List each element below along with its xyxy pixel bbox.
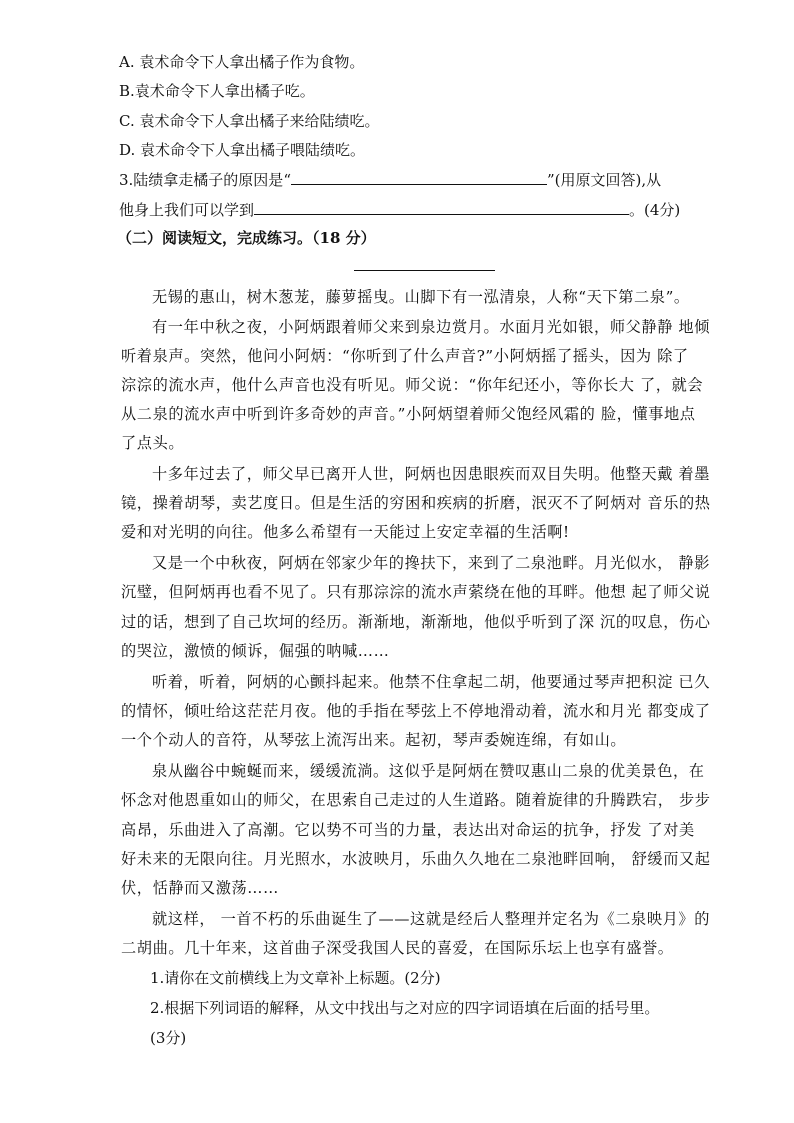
question-3-prefix: 3.陆绩拿走橘子的原因是“	[119, 171, 291, 189]
passage-line: 无锡的惠山，树木葱茏，藤萝摇曳。山脚下有一泓清泉，人称“天下第二泉”。	[152, 288, 690, 306]
passage-line: 泉从幽谷中蜿蜒而来，缓缓流淌。这似乎是阿炳在赞叹惠山二泉的优美景色，在	[152, 762, 705, 780]
question-3-line2	[119, 199, 680, 220]
title-blank[interactable]	[354, 270, 495, 271]
section-heading: （二）阅读短文，完成练习。（18 分）	[117, 229, 376, 247]
passage-line: 十多年过去了，师父早已离开人世，阿炳也因患眼疾而双目失明。他整天戴 着墨	[152, 465, 710, 483]
passage-line: 从二泉的流水声中听到许多奇妙的声音。”小阿炳望着师父饱经风霜的 脸，懂事地点	[121, 405, 696, 423]
passage-line: 淙淙的流水声，他什么声音也没有听见。师父说：“你年纪还小，等你长大 了，就会	[121, 376, 704, 394]
question-3-line1	[119, 169, 661, 190]
passage-line: 又是一个中秋夜，阿炳在邻家少年的搀扶下，来到了二泉池畔。月光似水， 静影	[152, 554, 710, 572]
question-2: 2.根据下列词语的解释，从文中找出与之对应的四字词语填在后面的括号里。	[150, 999, 660, 1017]
passage-line: 沉璧，但阿炳再也看不见了。只有那淙淙的流水声萦绕在他的耳畔。他想 起了师父说	[121, 583, 711, 601]
passage-line: 伏，恬静而又激荡……	[121, 879, 279, 897]
passage-line: 二胡曲。几十年来，这首曲子深受我国人民的喜爱，在国际乐坛上也享有盛誉。	[121, 939, 674, 957]
question-3-suffix: ”(用原文回答),从	[546, 171, 662, 189]
option-d: D. 袁术命令下人拿出橘子喂陆绩吃。	[119, 141, 366, 159]
option-a: A. 袁术命令下人拿出橘子作为食物。	[119, 53, 365, 71]
question-3-line2-prefix: 他身上我们可以学到	[119, 201, 255, 219]
answer-blank-reason[interactable]	[291, 169, 547, 185]
question-3-line2-suffix: 。(4分)	[629, 201, 681, 219]
passage-line: 有一年中秋之夜，小阿炳跟着师父来到泉边赏月。水面月光如银，师父静静 地倾	[152, 318, 710, 336]
passage-line: 的情怀，倾吐给这茫茫月夜。他的手指在琴弦上不停地滑动着，流水和月光 都变成了	[121, 702, 711, 720]
passage-line: 过的话，想到了自己坎坷的经历。渐渐地，渐渐地，他似乎听到了深 沉的叹息，伤心	[121, 613, 711, 631]
question-1: 1.请你在文前横线上为文章补上标题。(2分)	[150, 969, 441, 987]
passage-line: 高昂，乐曲进入了高潮。它以势不可当的力量，表达出对命运的抗争，抒发 了对美	[121, 821, 695, 839]
passage-line: 怀念对他恩重如山的师父，在思索自己走过的人生道路。随着旋律的升腾跌宕， 步步	[121, 791, 711, 809]
passage-line: 一个个动人的音符，从琴弦上流泻出来。起初，琴声委婉连绵，有如山。	[121, 731, 627, 749]
passage-line: 听着泉声。突然，他问小阿炳：“你听到了什么声音?”小阿炳摇了摇头，因为 除了	[121, 347, 689, 365]
passage-line: 了点头。	[121, 434, 185, 452]
option-b: B.袁术命令下人拿出橘子吃。	[119, 82, 315, 100]
passage-line: 就这样， 一首不朽的乐曲诞生了——这就是经后人整理并定名为《二泉映月》的	[152, 910, 710, 928]
option-c: C. 袁术命令下人拿出橘子来给陆绩吃。	[119, 112, 380, 130]
passage-line: 听着，听着，阿炳的心颤抖起来。他禁不住拿起二胡，他要通过琴声把积淀 已久	[152, 673, 710, 691]
question-2-score: (3分)	[150, 1029, 187, 1047]
answer-blank-learn[interactable]	[254, 199, 629, 215]
passage-line: 好未来的无限向往。月光照水，水波映月，乐曲久久地在二泉池畔回响， 舒缓而又起	[121, 850, 711, 868]
passage-line: 镜，操着胡琴，卖艺度日。但是生活的穷困和疾病的折磨，泯灭不了阿炳对 音乐的热	[121, 494, 711, 512]
passage-line: 爱和对光明的向往。他多么希望有一天能过上安定幸福的生活啊!	[121, 523, 570, 541]
passage-line: 的哭泣，激愤的倾诉，倔强的呐喊……	[121, 642, 390, 660]
